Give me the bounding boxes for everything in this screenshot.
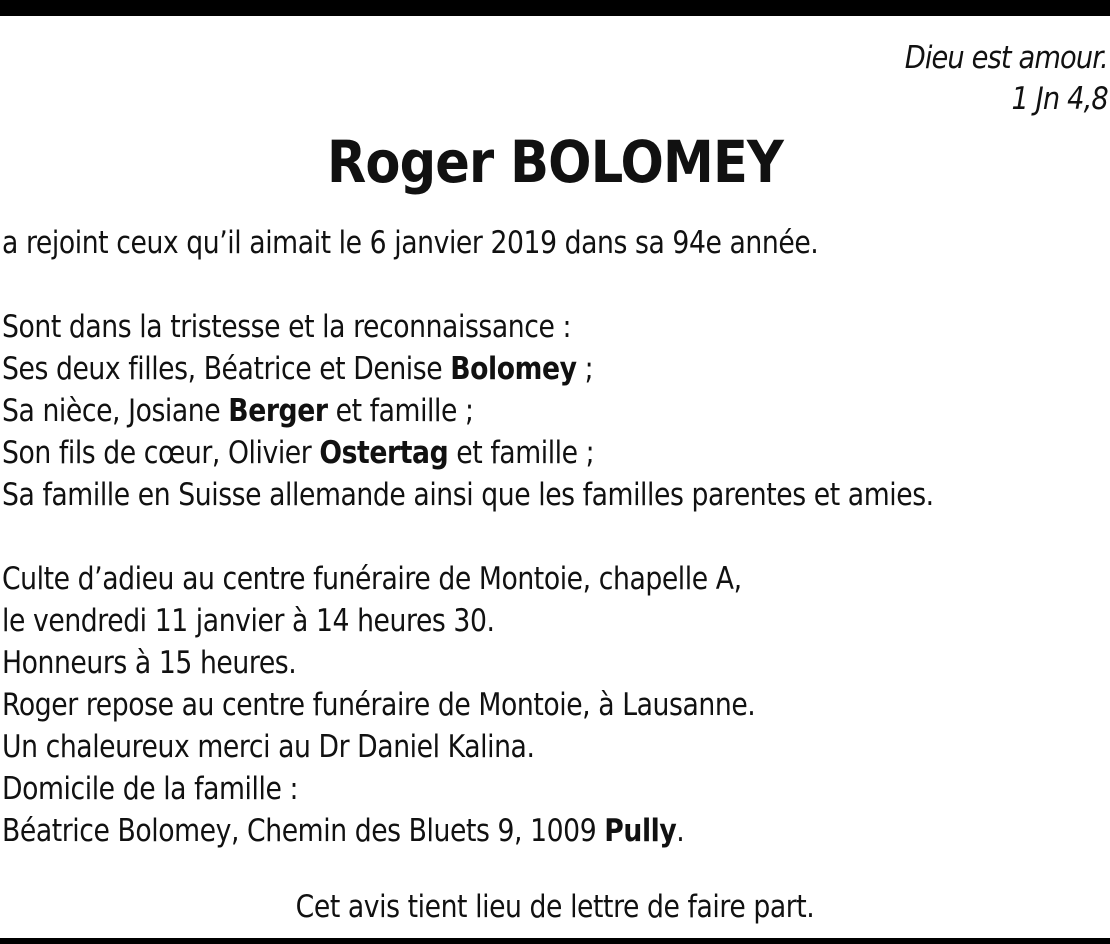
family-address-text: Béatrice Bolomey, Chemin des Bluets 9, 1009 [2,813,605,849]
mourner-niece-text: Sa nièce, Josiane [2,393,229,429]
closing-note: Cet avis tient lieu de lettre de faire part. [295,889,815,925]
ceremony-line-5: Un chaleureux merci au Dr Daniel Kalina. [2,729,535,765]
epigraph-reference: 1 Jn 4,8 [1011,81,1108,117]
mourner-niece [2,390,1068,432]
epigraph [905,38,1108,120]
mourners-intro: Sont dans la tristesse et la reconnaissance : [2,309,572,345]
spacer [2,264,1068,306]
family-address [2,810,1068,852]
mourner-family: Sa famille en Suisse allemande ainsi que les familles parentes et amies. [2,477,934,513]
ceremony-line-1: Culte d’adieu au centre funéraire de Montoie, chapelle A, [2,561,742,597]
mourner-heart-son-text: Son fils de cœur, Olivier [2,435,320,471]
deceased-name: Roger BOLOMEY [326,128,784,196]
mourner-daughters-end: ; [576,351,594,387]
top-rule [0,0,1110,16]
ceremony-line-3: Honneurs à 15 heures. [2,645,297,681]
notice-body [2,222,1068,852]
mourner-heart-son-end: et famille ; [448,435,595,471]
announcement: a rejoint ceux qu’il aimait le 6 janvier 2019 dans sa 94e année. [2,225,819,261]
family-address-town: Pully [604,813,677,849]
ceremony-line-2: le vendredi 11 janvier à 14 heures 30. [2,603,495,639]
mourner-daughters [2,348,1068,390]
ceremony-line-6: Domicile de la famille : [2,771,299,807]
mourner-daughters-surname: Bolomey [450,351,577,387]
mourner-niece-end: et famille ; [327,393,474,429]
family-address-end: . [676,813,685,849]
bottom-rule [0,938,1110,944]
spacer [2,516,1068,558]
epigraph-quote: Dieu est amour. [904,40,1108,76]
ceremony-line-4: Roger repose au centre funéraire de Montoie, à Lausanne. [2,687,756,723]
mourner-heart-son-surname: Ostertag [319,435,449,471]
mourner-heart-son [2,432,1068,474]
mourner-niece-surname: Berger [228,393,328,429]
mourner-daughters-text: Ses deux filles, Béatrice et Denise [2,351,451,387]
